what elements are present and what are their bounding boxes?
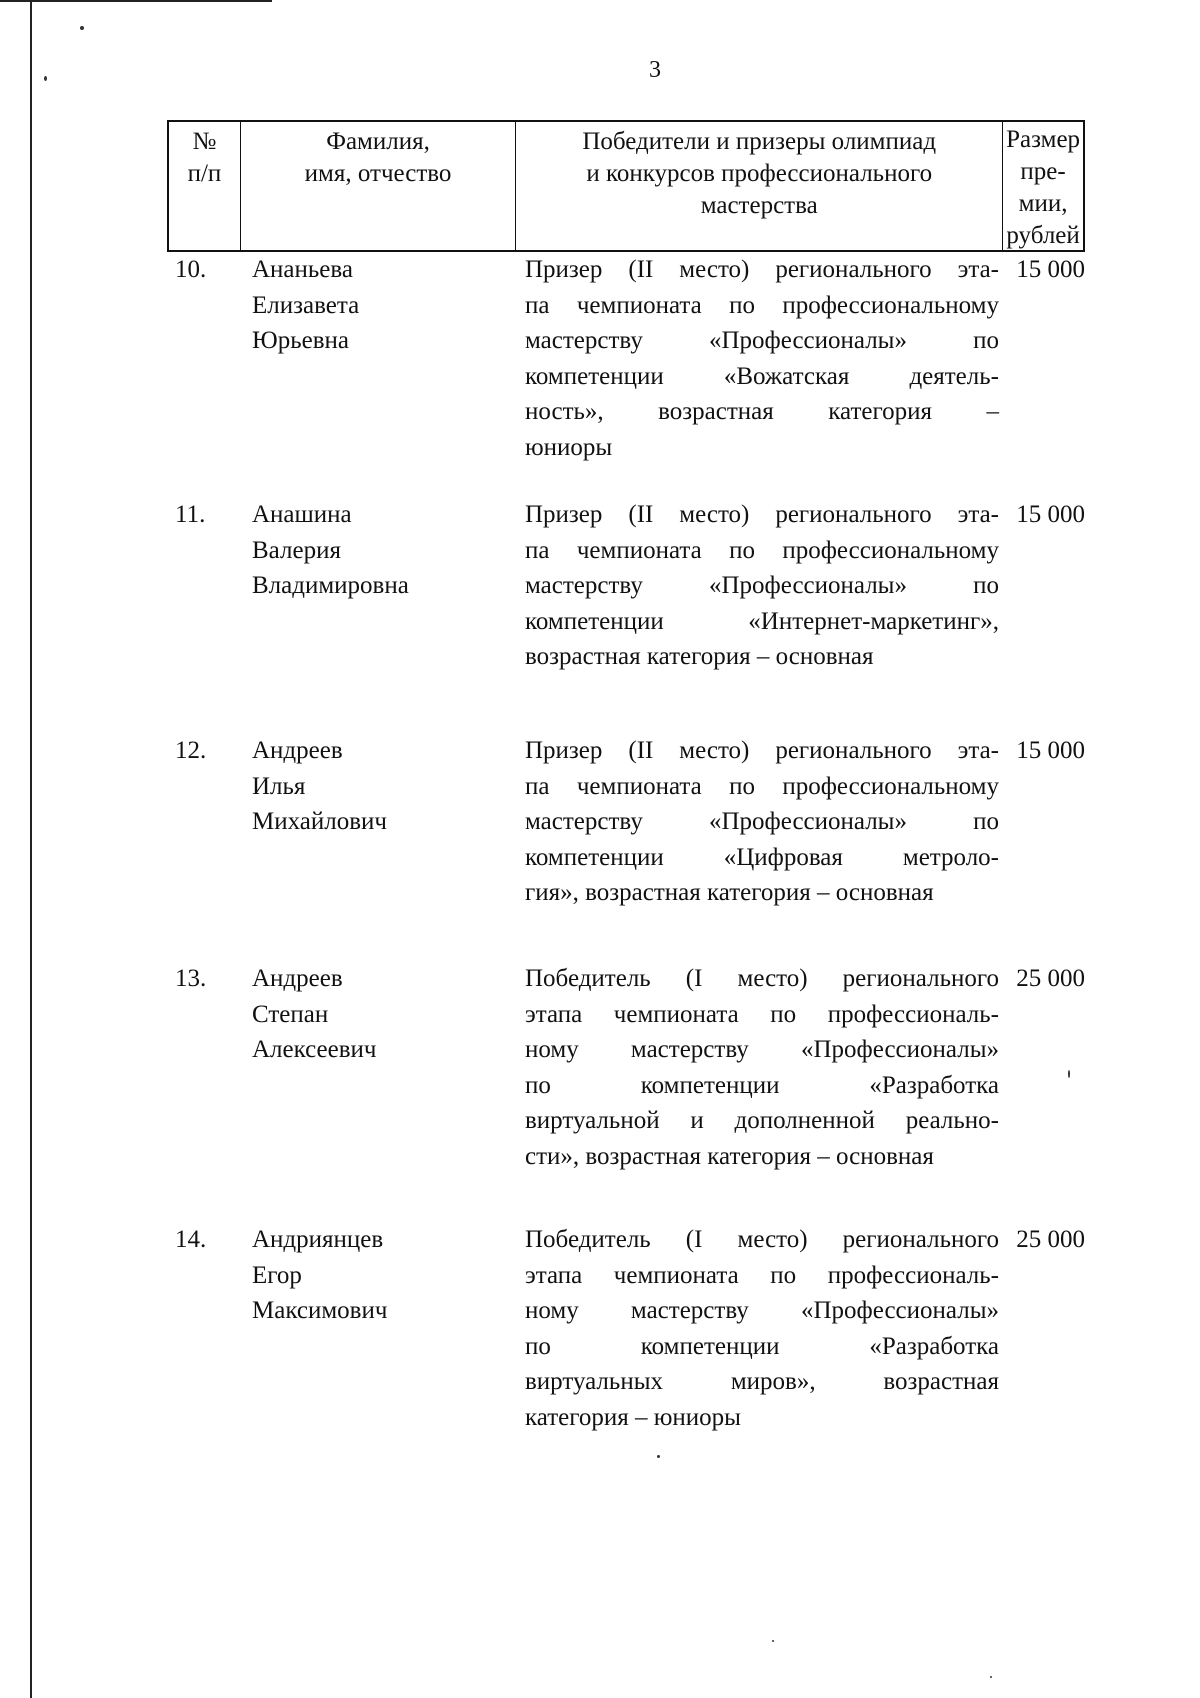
description-line: компетенции «Вожатская деятель- [525, 362, 999, 390]
row-number: 14. [175, 1226, 207, 1253]
name-line: Андреев [252, 737, 343, 764]
row-prize: 25 000 [1016, 965, 1085, 992]
name-line: Андреев [252, 965, 343, 992]
row-description [525, 1222, 999, 1435]
description-line: этапа чемпионата по профессиональ- [525, 1000, 999, 1028]
description-line: Победитель (I место) регионального [525, 1226, 999, 1253]
name-line: Валерия [252, 536, 341, 564]
row-description [525, 733, 999, 911]
header-num [169, 122, 241, 250]
description-line: па чемпионата по профессиональному [525, 536, 999, 564]
row-number: 13. [175, 965, 207, 992]
scan-speck [80, 26, 84, 30]
row-name [252, 1222, 522, 1329]
row-number: 10. [175, 256, 207, 283]
description-line: па чемпионата по профессиональному [525, 772, 999, 800]
description-line: мастерству «Профессионалы» по [525, 572, 999, 599]
name-line: Илья [252, 772, 306, 800]
header-achievement-line: и конкурсов профессионального [586, 160, 933, 187]
header-prize-line: пре- [1020, 158, 1066, 185]
header-name-line: имя, отчество [304, 160, 452, 187]
name-line: Егор [252, 1261, 302, 1289]
description-line: компетенции «Интернет-маркетинг», [525, 607, 999, 635]
scan-speck [772, 1640, 774, 1642]
row-description [525, 497, 999, 675]
header-num-line: № [192, 128, 217, 155]
header-num-line: п/п [187, 160, 222, 187]
description-line: виртуальных миров», возрастная [525, 1368, 999, 1395]
description-line: ность», возрастная категория – [525, 398, 999, 425]
description-line: Призер (II место) регионального эта- [525, 501, 999, 528]
row-prize: 25 000 [1016, 1226, 1085, 1253]
row-prize: 15 000 [1016, 737, 1085, 764]
row-description [525, 961, 999, 1174]
row-name [252, 252, 522, 359]
name-line: Ананьева [252, 256, 353, 283]
scan-edge-left [30, 0, 32, 1698]
description-line: Призер (II место) регионального эта- [525, 256, 999, 283]
name-line: Максимович [252, 1297, 388, 1324]
description-line: сти», возрастная категория – основная [525, 1142, 934, 1170]
description-line: виртуальной и дополненной реально- [525, 1107, 999, 1134]
description-line: этапа чемпионата по профессиональ- [525, 1261, 999, 1289]
row-name [252, 497, 522, 604]
row-prize: 15 000 [1016, 256, 1085, 283]
description-line: мастерству «Профессионалы» по [525, 327, 999, 354]
name-line: Юрьевна [252, 327, 349, 354]
row-name [252, 961, 522, 1068]
name-line: Елизавета [252, 291, 360, 319]
name-line: Алексеевич [252, 1036, 377, 1063]
header-achievement [516, 122, 1003, 250]
description-line: па чемпионата по профессиональному [525, 291, 999, 319]
name-line: Анашина [252, 501, 352, 528]
description-line: Призер (II место) регионального эта- [525, 737, 999, 764]
page-number: 3 [649, 57, 661, 83]
header-name [241, 122, 516, 250]
description-line: гия», возрастная категория – основная [525, 879, 934, 906]
description-line: категория – юниоры [525, 1403, 741, 1431]
row-description [525, 252, 999, 465]
description-line: по компетенции «Разработка [525, 1332, 999, 1360]
name-line: Степан [252, 1000, 329, 1028]
description-line: компетенции «Цифровая метроло- [525, 843, 999, 871]
table-header [167, 120, 1085, 252]
name-line: Владимировна [252, 572, 409, 599]
header-achievement-line: Победители и призеры олимпиад [582, 128, 937, 155]
description-line: ному мастерству «Профессионалы» [525, 1297, 999, 1324]
scan-edge-top [0, 0, 272, 2]
header-prize [1003, 122, 1083, 250]
scan-speck [1068, 1070, 1070, 1078]
row-number: 12. [175, 737, 207, 764]
row-number: 11. [175, 501, 206, 528]
description-line: мастерству «Профессионалы» по [525, 808, 999, 835]
header-prize-line: рублей [1006, 222, 1080, 249]
description-line: возрастная категория – основная [525, 643, 874, 670]
header-prize-line: мии, [1018, 190, 1068, 217]
header-achievement-line: мастерства [700, 192, 818, 219]
header-name-line: Фамилия, [326, 128, 430, 155]
header-prize-line: Размер [1006, 126, 1081, 153]
description-line: юниоры [525, 433, 613, 461]
description-line: по компетенции «Разработка [525, 1071, 999, 1099]
row-prize: 15 000 [1016, 501, 1085, 528]
row-name [252, 733, 522, 840]
scan-speck [657, 1455, 660, 1458]
description-line: ному мастерству «Профессионалы» [525, 1036, 999, 1063]
description-line: Победитель (I место) регионального [525, 965, 999, 992]
scan-speck [990, 1676, 992, 1678]
name-line: Андриянцев [252, 1226, 384, 1253]
name-line: Михайлович [252, 808, 387, 835]
